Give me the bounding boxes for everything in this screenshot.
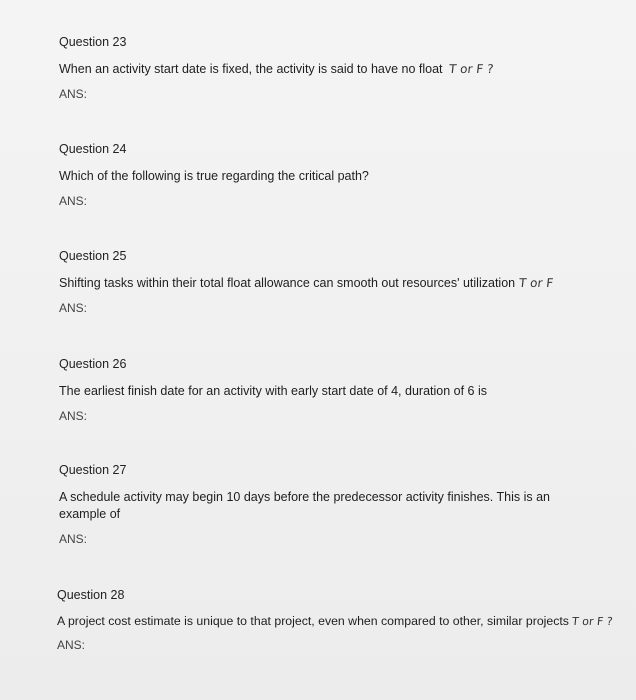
question-title: Question 26 <box>59 357 127 371</box>
question-title: Question 27 <box>59 463 127 477</box>
question-text <box>59 275 619 292</box>
answer-label: ANS: <box>59 301 88 315</box>
question-text <box>59 61 619 78</box>
handwritten-note: T or F ? <box>447 62 494 76</box>
question-title: Question 25 <box>59 249 127 263</box>
answer-label: ANS: <box>59 87 88 101</box>
question-27 <box>59 462 559 547</box>
question-title: Question 24 <box>59 142 127 156</box>
handwritten-note: T or F ? <box>571 615 614 628</box>
question-23 <box>59 34 619 102</box>
question-text: A schedule activity may begin 10 days before the predecessor activity finishes. This is an example of <box>59 490 550 521</box>
question-text-body: A project cost estimate is unique to that project, even when compared to other, similar projects <box>57 614 569 628</box>
question-title: Question 23 <box>59 35 127 49</box>
answer-label: ANS: <box>57 638 86 652</box>
question-28 <box>57 587 632 653</box>
answer-label: ANS: <box>59 409 88 423</box>
question-text-body: When an activity start date is fixed, the activity is said to have no float <box>59 62 443 76</box>
question-26 <box>59 356 619 424</box>
question-title: Question 28 <box>57 588 125 602</box>
answer-label: ANS: <box>59 194 88 208</box>
question-text: Which of the following is true regarding the critical path? <box>59 169 369 183</box>
question-text <box>57 613 632 630</box>
handwritten-note: T or F <box>518 276 555 290</box>
question-text: The earliest finish date for an activity with early start date of 4, duration of 6 is <box>59 384 487 398</box>
question-25 <box>59 248 619 316</box>
question-text-body: Shifting tasks within their total float allowance can smooth out resources' utilization <box>59 276 516 290</box>
answer-label: ANS: <box>59 532 88 546</box>
question-24 <box>59 141 619 209</box>
